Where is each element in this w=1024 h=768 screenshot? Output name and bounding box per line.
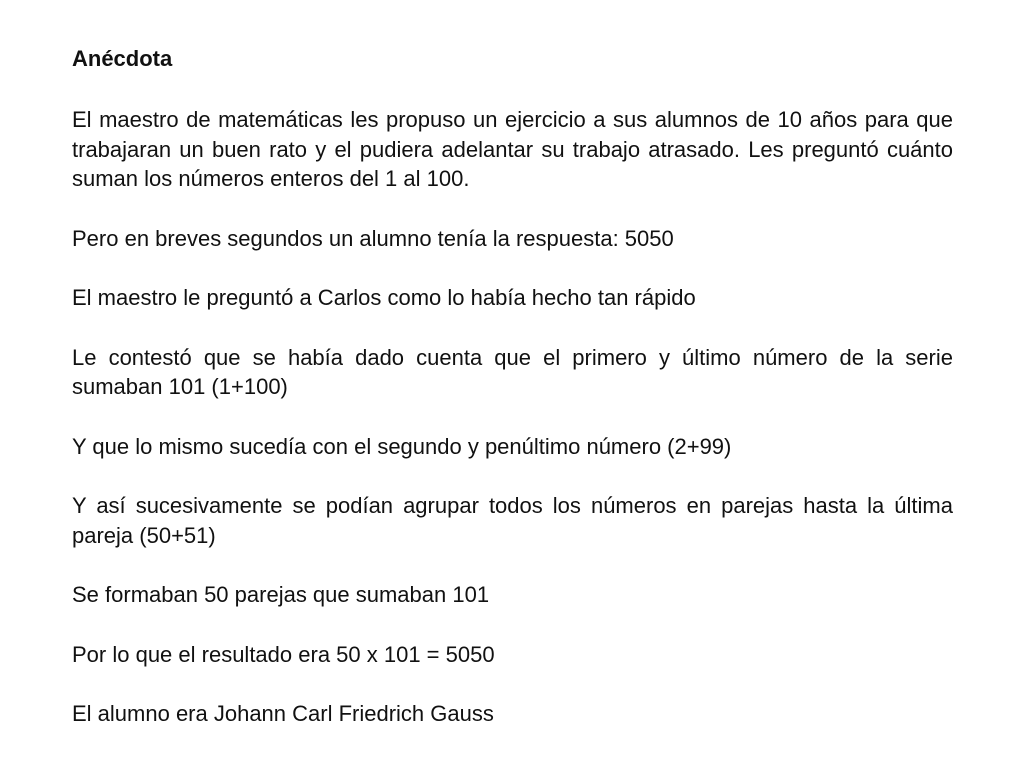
paragraph-answer: Pero en breves segundos un alumno tenía la respuesta: 5050 xyxy=(72,225,674,251)
paragraph-first-last: Le contestó que se había dado cuenta que el primero y último número de la serie sumaban 101 (1+100) xyxy=(72,344,953,399)
paragraph-exercise: El maestro de matemáticas les propuso un ejercicio a sus alumnos de 10 años para que trabajaran un buen rato y el pudiera adelantar su trabajo atrasado. Les preguntó cuánto suman los números enteros del 1 al 100. xyxy=(72,107,953,191)
document-page xyxy=(72,44,953,729)
paragraph-fifty-pairs: Se formaban 50 parejas que sumaban 101 xyxy=(72,582,490,607)
paragraph-question: El maestro le preguntó a Carlos como lo había hecho tan rápido xyxy=(72,285,696,310)
paragraph-result: Por lo que el resultado era 50 x 101 = 5050 xyxy=(72,641,495,667)
paragraph-pairs: Y así sucesivamente se podían agrupar todos los números en parejas hasta la última pareja (50+51) xyxy=(72,493,953,548)
paragraph-second-penultimate: Y que lo mismo sucedía con el segundo y penúltimo número (2+99) xyxy=(72,433,732,459)
paragraph-gauss: El alumno era Johann Carl Friedrich Gauss xyxy=(72,701,494,726)
document-title: Anécdota xyxy=(72,46,173,71)
